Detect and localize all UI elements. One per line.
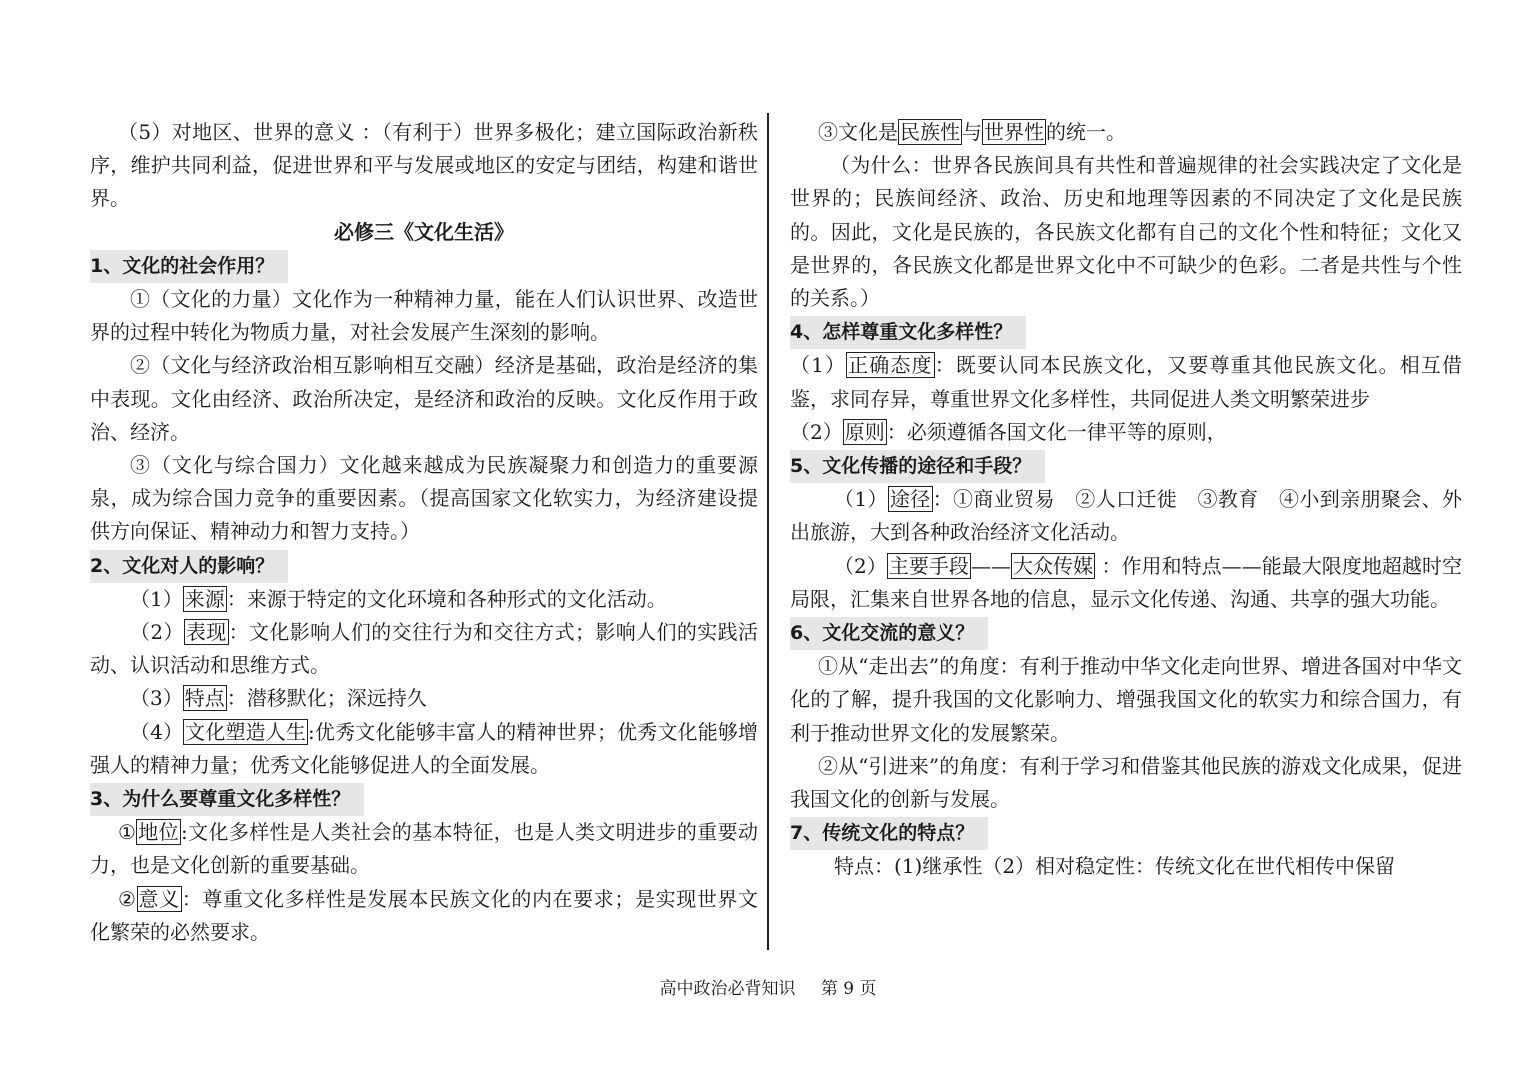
paragraph-4-1: （1） 正确态度 ：既要认同本民族文化，又要尊重其他民族文化。相互借鉴，求同存异，尊重世界文化多样性，共同促进人类文明繁荣进步: [790, 353, 1463, 411]
keyword-box: 主要手段: [888, 553, 969, 578]
heading-6: 6、文化交流的意义？: [790, 617, 988, 650]
paragraph-2-2: （2） 表现 ：文化影响人们的交往行为和交往方式；影响人们的实践活动、认识活动和思维方式。: [90, 620, 759, 678]
paragraph-world-significance: （5）对地区、世界的意义 ：（有利于）世界多极化；建立国际政治新秩序，维护共同利益，促进世界和平与发展或地区的安定与团结，构建和谐世界。: [90, 120, 758, 211]
paragraph-3-1: ① 地位 :文化多样性是人类社会的基本特征，也是人类文明进步的重要动力，也是文化创新的重要基础。: [90, 820, 758, 878]
section-title: 必修三《文化生活》: [334, 219, 514, 244]
heading-1: 1、文化的社会作用？: [90, 250, 288, 283]
right-column: [790, 116, 1462, 884]
heading-7: 7、传统文化的特点？: [790, 817, 988, 850]
paragraph-1-1: ①（文化的力量）文化作为一种精神力量，能在人们认识世界、改造世界的过程中转化为物质力量，对社会发展产生深刻的影响。: [90, 287, 758, 345]
paragraph-6-1: ①从“走出去”的角度：有利于推动中华文化走向世界、增进各国对中华文化的了解，提升我国的文化影响力、增强我国文化的软实力和综合国力，有利于推动世界文化的发展繁荣。: [790, 654, 1462, 745]
keyword-box: 地位: [138, 820, 180, 845]
page-footer: [0, 974, 1536, 999]
paragraph-3-3: ③文化是 民族性 与 世界性 的统一。: [818, 120, 1126, 144]
paragraph-6-2: ②从“引进来”的角度：有利于学习和借鉴其他民族的游戏文化成果，促进我国文化的创新与发展。: [790, 753, 1462, 812]
heading-2: 2、文化对人的影响？: [90, 550, 288, 583]
paragraph-why: （为什么：世界各民族间具有共性和普遍规律的社会实践决定了文化是世界的；民族间经济、政治、历史和地理等因素的不同决定了文化是民族的。因此，文化是民族的，各民族文化都有自己的文化个性和特征；文化又是世界的，各民族文化都是世界文化中不可缺少的色彩。二者是共性与个性的关系。）: [790, 153, 1462, 311]
paragraph-1-2: ②（文化与经济政治相互影响相互交融）经济是基础，政治是经济的集中表现。文化由经济、政治所决定，是经济和政治的反映。文化反作用于政治、经济。: [90, 353, 758, 444]
keyword-box: 表现: [185, 620, 227, 645]
footer-book-title: 高中政治必背知识: [659, 979, 796, 999]
paragraph-4-2: （2） 原则 ：必须遵循各国文化一律平等的原则，: [790, 419, 1227, 444]
heading-5: 5、文化传播的途径和手段？: [790, 450, 1045, 483]
keyword-box: 特点: [184, 686, 225, 711]
paragraph-3-2: ② 意义 ：尊重文化多样性是发展本民族文化的内在要求；是实现世界文化繁荣的必然要求。: [90, 886, 759, 944]
footer-page-number: 第 9 页: [820, 979, 877, 999]
keyword-box: 来源: [184, 586, 225, 611]
keyword-box: 途径: [889, 487, 931, 512]
keyword-box: 文化塑造人生: [185, 719, 307, 744]
heading-4: 4、怎样尊重文化多样性？: [790, 316, 1026, 349]
keyword-box: 正确态度: [848, 353, 933, 378]
paragraph-2-3: （3） 特点 ：潜移默化；深远持久: [130, 686, 427, 711]
column-divider: [767, 113, 769, 950]
left-column: [90, 116, 758, 949]
keyword-box: 原则: [844, 419, 885, 444]
paragraph-1-3: ③（文化与综合国力）文化越来越成为民族凝聚力和创造力的重要源泉，成为综合国力竞争的重要因素。（提高国家文化软实力，为经济建设提供方向保证、精神动力和智力支持。）: [90, 453, 758, 544]
paragraph-2-1: （1） 来源 ：来源于特定的文化环境和各种形式的文化活动。: [130, 586, 667, 611]
keyword-box: 大众传媒: [1012, 553, 1094, 578]
paragraph-7: 特点：(1)继承性（2）相对稳定性：传统文化在世代相传中保留: [834, 854, 1396, 879]
paragraph-5-1: （1） 途径 ：①商业贸易 ②人口迁徙 ③教育 ④小到亲朋聚会、外出旅游，大到各种政治经济文化活动。: [790, 487, 1463, 545]
keyword-box: 民族性: [900, 120, 960, 144]
heading-3: 3、为什么要尊重文化多样性？: [90, 783, 364, 816]
paragraph-5-2: （2） 主要手段 —— 大众传媒 ：作用和特点——能最大限度地超越时空局限，汇集来自世界各地的信息，显示文化传递、沟通、共享的强大功能。: [790, 553, 1462, 611]
keyword-box: 意义: [138, 886, 180, 911]
keyword-box: 世界性: [984, 120, 1044, 144]
paragraph-2-4: （4） 文化塑造人生 :优秀文化能够丰富人的精神世界；优秀文化能够增强人的精神力量；优秀文化能够促进人的全面发展。: [90, 719, 758, 777]
